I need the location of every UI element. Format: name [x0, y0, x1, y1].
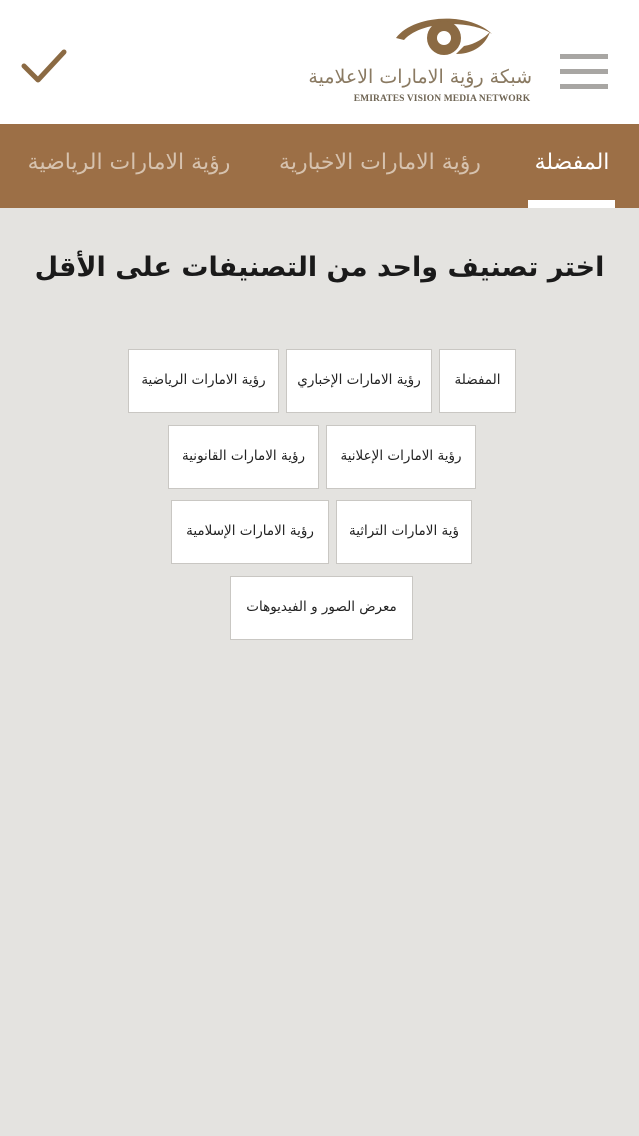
category-chip-sports[interactable]: رؤية الامارات الرياضية: [128, 349, 279, 413]
tab-sports[interactable]: رؤية الامارات الرياضية: [27, 150, 231, 175]
tab-favorites[interactable]: المفضلة: [534, 150, 610, 175]
checkmark-icon: [18, 44, 70, 88]
category-chip-advertising[interactable]: رؤية الامارات الإعلانية: [326, 425, 476, 489]
hamburger-menu-icon: [560, 54, 608, 59]
top-bar: [0, 0, 639, 124]
menu-line-middle: [560, 69, 608, 74]
eye-logo-icon: [352, 8, 532, 68]
logo-arabic-name: شبكة رؤية الامارات الاعلامية: [308, 66, 532, 88]
category-chip-favorites[interactable]: المفضلة: [439, 349, 516, 413]
category-chip-gallery[interactable]: معرض الصور و الفيديوهات: [230, 576, 413, 640]
logo: [308, 8, 532, 112]
category-chip-news[interactable]: رؤية الامارات الإخباري: [286, 349, 432, 413]
category-chip-legal[interactable]: رؤية الامارات القانونية: [168, 425, 319, 489]
category-chip-islamic[interactable]: رؤية الامارات الإسلامية: [171, 500, 329, 564]
category-tabs: [0, 124, 639, 208]
category-chip-heritage[interactable]: ؤية الامارات التراثية: [336, 500, 472, 564]
instruction-heading: اختر تصنيف واحد من التصنيفات على الأقل: [34, 252, 605, 283]
menu-line-bottom: [560, 84, 608, 89]
confirm-button[interactable]: [18, 44, 70, 88]
active-tab-indicator: [528, 200, 615, 208]
hamburger-menu-button[interactable]: [560, 54, 610, 94]
tab-news[interactable]: رؤية الامارات الاخبارية: [279, 150, 481, 175]
logo-english-name: EMIRATES VISION MEDIA NETWORK: [353, 94, 531, 104]
